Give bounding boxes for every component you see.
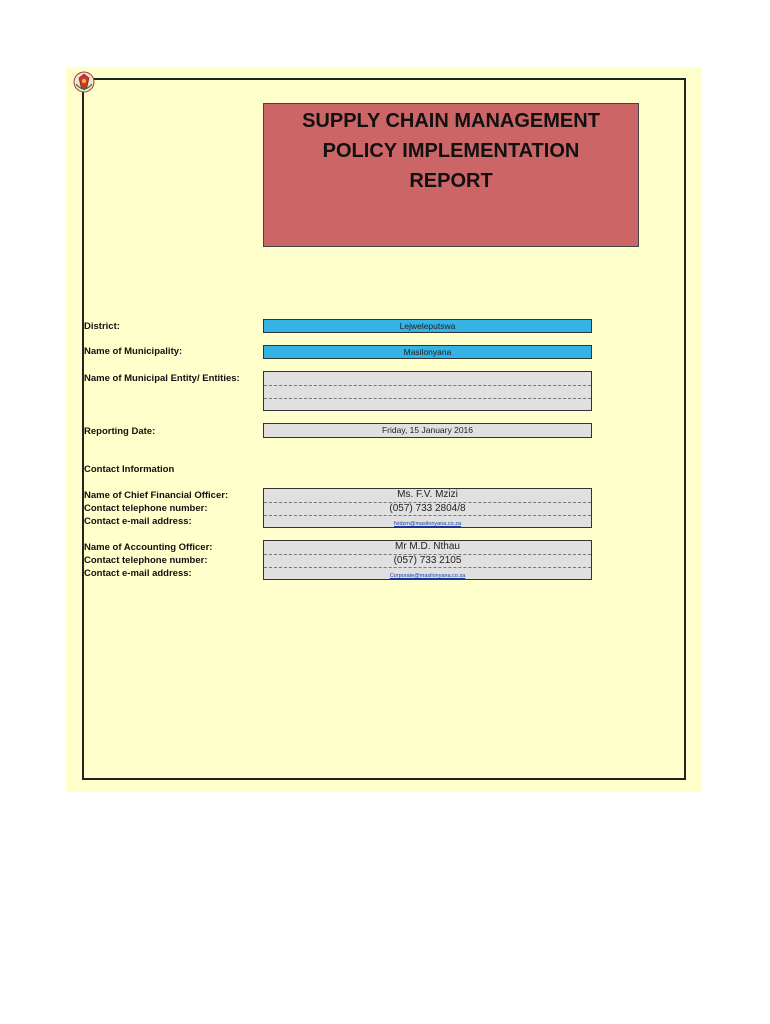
title-line-1: SUPPLY CHAIN MANAGEMENT [302, 110, 600, 132]
ao-contact-field[interactable] [263, 540, 592, 580]
ao-name-label: Name of Accounting Officer: [84, 542, 213, 553]
reporting-date-field[interactable]: Friday, 15 January 2016 [263, 423, 592, 438]
cfo-phone-value[interactable]: (057) 733 2804/8 [264, 503, 591, 517]
entity-row-1[interactable] [264, 372, 591, 386]
reporting-date-label: Reporting Date: [84, 426, 156, 437]
cfo-contact-field[interactable] [263, 488, 592, 528]
municipality-label: Name of Municipality: [84, 346, 183, 357]
district-field[interactable]: Lejweleputswa [263, 319, 592, 333]
contact-info-heading: Contact Information [84, 464, 175, 475]
title-line-2: POLICY IMPLEMENTATION [322, 140, 580, 162]
cfo-name-value[interactable]: Ms. F.V. Mzizi [264, 489, 591, 503]
ao-phone-label: Contact telephone number: [84, 555, 208, 566]
report-title [263, 103, 639, 247]
cfo-phone-label: Contact telephone number: [84, 503, 208, 514]
ao-phone-value[interactable]: (057) 733 2105 [264, 555, 591, 569]
cfo-email-label: Contact e-mail address: [84, 516, 192, 527]
district-label: District: [84, 321, 120, 332]
ao-email-link[interactable]: Corporate@masilonyana.co.za [389, 573, 466, 579]
title-line-3: REPORT [409, 170, 493, 192]
coat-of-arms-icon [72, 70, 96, 94]
entity-row-3[interactable] [264, 399, 591, 412]
entity-field[interactable] [263, 371, 592, 411]
cfo-email-link[interactable]: fvidzm@masilonyana.co.za [393, 521, 462, 527]
cfo-name-label: Name of Chief Financial Officer: [84, 490, 229, 501]
entity-label: Name of Municipal Entity/ Entities: [84, 373, 240, 384]
entity-row-2[interactable] [264, 386, 591, 400]
municipality-field[interactable]: Masilonyana [263, 345, 592, 359]
ao-email-label: Contact e-mail address: [84, 568, 192, 579]
ao-name-value[interactable]: Mr M.D. Nthau [264, 541, 591, 555]
